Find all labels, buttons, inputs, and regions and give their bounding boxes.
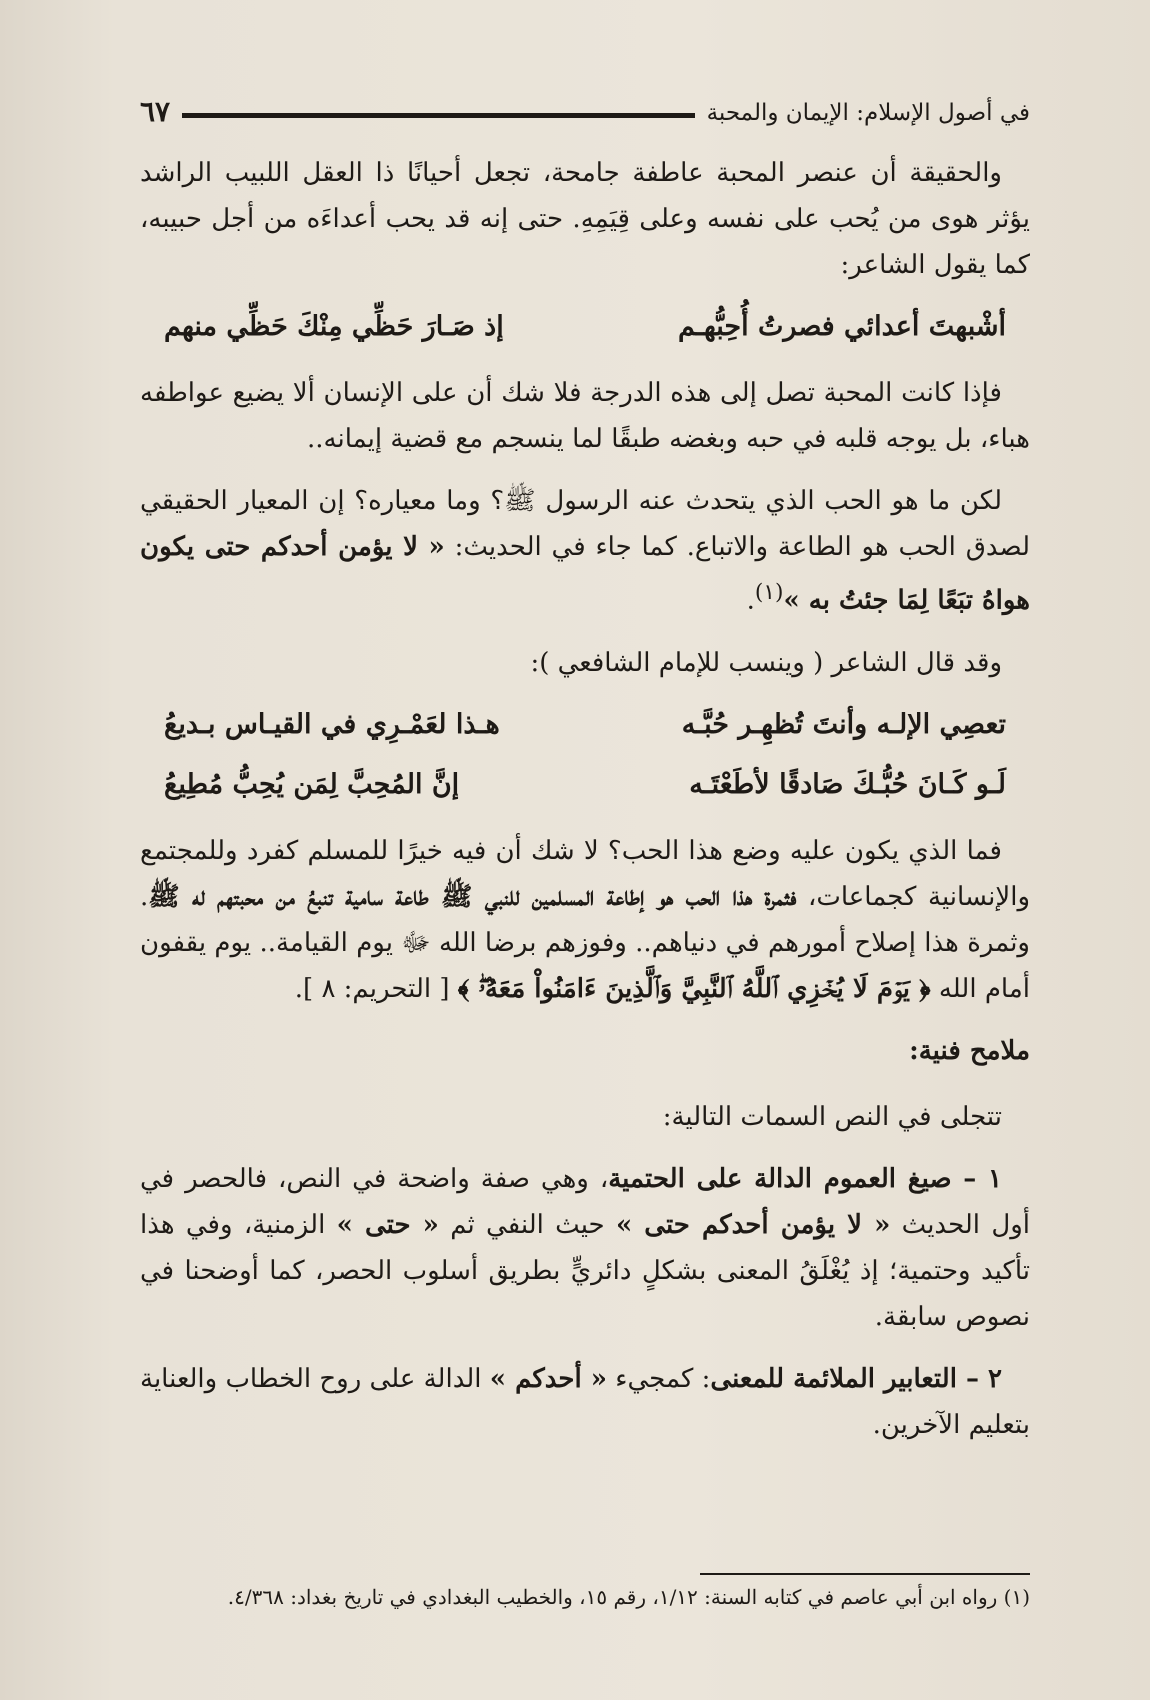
verse-line (164, 702, 1006, 748)
page-number: ٦٧ (140, 95, 171, 128)
verse-first-hemistich: أشْبهتَ أعدائي فصرتُ أُحِبُّهـم (677, 311, 1006, 342)
section-intro: تتجلى في النص السمات التالية: (662, 1101, 1002, 1132)
paragraph-intro: والحقيقة أن عنصر المحبة عاطفة جامحة، تجعل أحيانًا ذا العقل اللبيب الراشد يؤثر هوى من يُحب على نفسه وعلى قِيَمِهِ. حتى إنه قد يحب أعداءَه من أجل حبيبه، كما يقول الشاعر: (140, 158, 1030, 280)
point-2-text-2: الدالة على روح الخطاب والعناية بتعليم الآخرين. (140, 1363, 1030, 1440)
paragraph-hadith (140, 478, 1030, 624)
verse-second-hemistich: إنَّ المُحِبَّ لِمَن يُحِبُّ مُطِيعُ (164, 768, 460, 800)
point-2-text-1: : كمجيء (607, 1363, 711, 1394)
point-1-text-1: ، وهي صفة واضحة في النص، فالحصر في أول الحديث (140, 1163, 1030, 1240)
quran-verse: ﴿ يَوۡمَ لَا يُخۡزِي ٱللَّهُ ٱلنَّبِيَّ وَٱلَّذِينَ ءَامَنُواْ مَعَهُۥۖ ﴾ (457, 973, 931, 1004)
section-heading: ملامح فنية: (909, 1035, 1030, 1066)
paragraph-emotion: فإذا كانت المحبة تصل إلى هذه الدرجة فلا شك أن على الإنسان ألا يضيع عواطفه هباء، بل يوجه قلبه في حبه وبغضه طبقًا لما ينسجم مع قضية إيمانه.. (140, 378, 1030, 454)
footnote-rule (700, 1573, 1030, 1575)
footnote: (١) رواه ابن أبي عاصم في كتابه السنة: ١/١٢، رقم ١٥، والخطيب البغدادي في تاريخ بغداد: ٤/٣٦٨. (227, 1585, 1030, 1609)
page-header (140, 92, 1030, 128)
hadith-intro-text: لكن ما هو الحب الذي يتحدث عنه الرسول ﷺ؟ وما معياره؟ إن المعيار الحقيقي لصدق الحب هو الطاعة والاتباع. كما جاء في الحديث: (140, 486, 1031, 562)
paragraph-poet-intro: وقد قال الشاعر ( وينسب للإمام الشافعي ): (530, 647, 1002, 678)
point-1 (140, 1156, 1030, 1340)
page-body (140, 150, 1030, 1464)
footnote-reference: (١) (754, 580, 784, 605)
point-1-title: ١ – صيغ العموم الدالة على الحتمية (608, 1163, 1002, 1194)
point-1-text-3: الزمنية، وفي هذا تأكيد وحتمية؛ إذ يُغْلَقُ المعنى بشكلٍ دائريٍّ بطريق أسلوب الحصر، كما أوضحنا في نصوص سابقة. (140, 1209, 1030, 1332)
point-1-quote-2: « حتى » (336, 1209, 439, 1240)
hadith-quote: « لا يؤمن أحدكم حتى يكون هواهُ تبَعًا لِمَا جئتُ به » (140, 532, 1030, 616)
fruit-text-2: . وثمرة هذا إصلاح أمورهم في دنياهم.. وفوزهم برضا الله ﷻ يوم القيامة.. يوم يقفون أمام الله (140, 881, 1030, 1004)
fruit-bold: فثمرة هذا الحب هو إطاعة المسلمين للنبي ﷺ طاعة سامية تنبعُ من محبتهم له ﷺ (148, 881, 797, 912)
verse-line (164, 762, 1006, 808)
point-2-title: ٢ – التعابير الملائمة للمعنى (710, 1363, 1003, 1394)
verse-second-hemistich: هـذا لعَمْـرِي في القيـاس بـديعُ (164, 708, 500, 740)
point-1-text-2: حيث النفي ثم (438, 1209, 616, 1240)
point-2-quote: « أحدكم » (489, 1363, 608, 1394)
point-1-quote-1: « لا يؤمن أحدكم حتى » (615, 1209, 891, 1240)
hadith-end: . (746, 585, 755, 616)
verse-first-hemistich: تعصِي الإلـه وأنتَ تُظهِـر حُبَّـه (681, 708, 1006, 740)
fruit-text-1: فما الذي يكون عليه وضع هذا الحب؟ لا شك أن فيه خيرًا للمسلم كفرد وللمجتمع والإنسانية كجماعات، (140, 835, 1031, 912)
verse-second-hemistich: إذ صَـارَ حَظِّي مِنْكَ حَظِّي منهم (164, 311, 504, 342)
verse-line (164, 304, 1006, 350)
paragraph-fruit (140, 828, 1030, 1012)
point-2 (140, 1356, 1030, 1448)
header-rule (182, 113, 694, 118)
running-title: في أصول الإسلام: الإيمان والمحبة (706, 100, 1030, 126)
verse-first-hemistich: لَـو كَـانَ حُبُّـكَ صَادقًا لأطَعْتَـه (689, 768, 1006, 800)
quran-reference: [ التحريم: ٨ ]. (294, 973, 458, 1004)
